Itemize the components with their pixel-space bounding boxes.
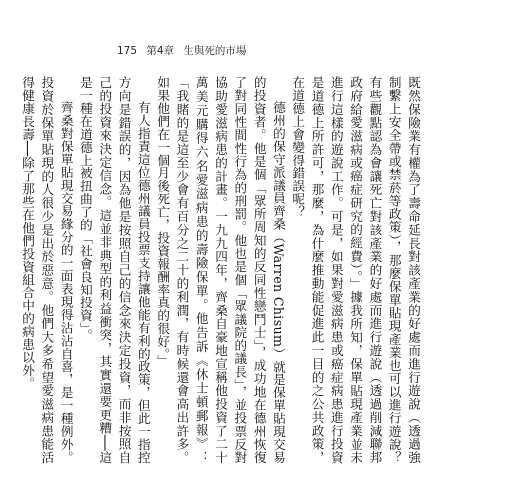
paragraph: 德州的保守派議員齊桑（Warren Chisum）就是保單貼現交易的投資者。他是個「眾所周知的反同性戀鬥士」，成功地在德州恢復了對同性間性行為的刑罰。他也是個「眾議院的議長」，並投票反對協助愛滋病患的計畫。一九九四年，齊桑自豪地宣稱他投資了二十萬美元購得六名愛滋病患的壽險保單。他告訴《休士頓郵報》：「我賭的是這至少會有百分之二十的利潤，有時候還會高出許多。如果他們在一個月後死亡，投資報酬率真的很好。」	[155, 76, 286, 464]
chapter-title: 生與死的市場	[183, 45, 247, 57]
body-text	[20, 76, 423, 464]
running-header	[117, 43, 252, 58]
paragraph: 齊桑對保單貼現交易緣分的一面表現得沾沾自喜，是一種例外。投資於保單貼現的人很少是出於惡意。他們大多希望愛滋病患能活得健康長壽──除了那些在他們投資組合中的病患以外。	[20, 76, 74, 464]
paragraph: 既然保險業有權為了壽命延長對該產業的好處而進行遊說（透過強制繫上安全帶或禁菸等政策），那麼保單貼現產業也可以進行遊說？有些觀點認為會讓死亡對該產業的好處而進行遊說（透過削減聯邦政府給愛滋病或癌症研究的經費）。」據我所知，保單貼現產業並未進行這樣的遊說工作。可是，如果對愛滋病患或癌症病患進行投資是道德上所許可，那麼，為什麼推動能促進此一目的之公共政策，在道德上會變得錯誤呢？	[290, 76, 421, 464]
page-number: 175	[117, 45, 138, 57]
chapter-label: 第4章	[146, 45, 175, 57]
paragraph: 有人指責這位德州議員投票支持讓他能有利的政策，但此一指控方向是錯誤的，因為他是按照自己的信念來決定投資，而非按照自己的投資來決定信念。這並非典型的利益衝突，其實還要更糟──這是一種在道德上被扭曲了的「社會良知投資」。	[77, 76, 151, 464]
